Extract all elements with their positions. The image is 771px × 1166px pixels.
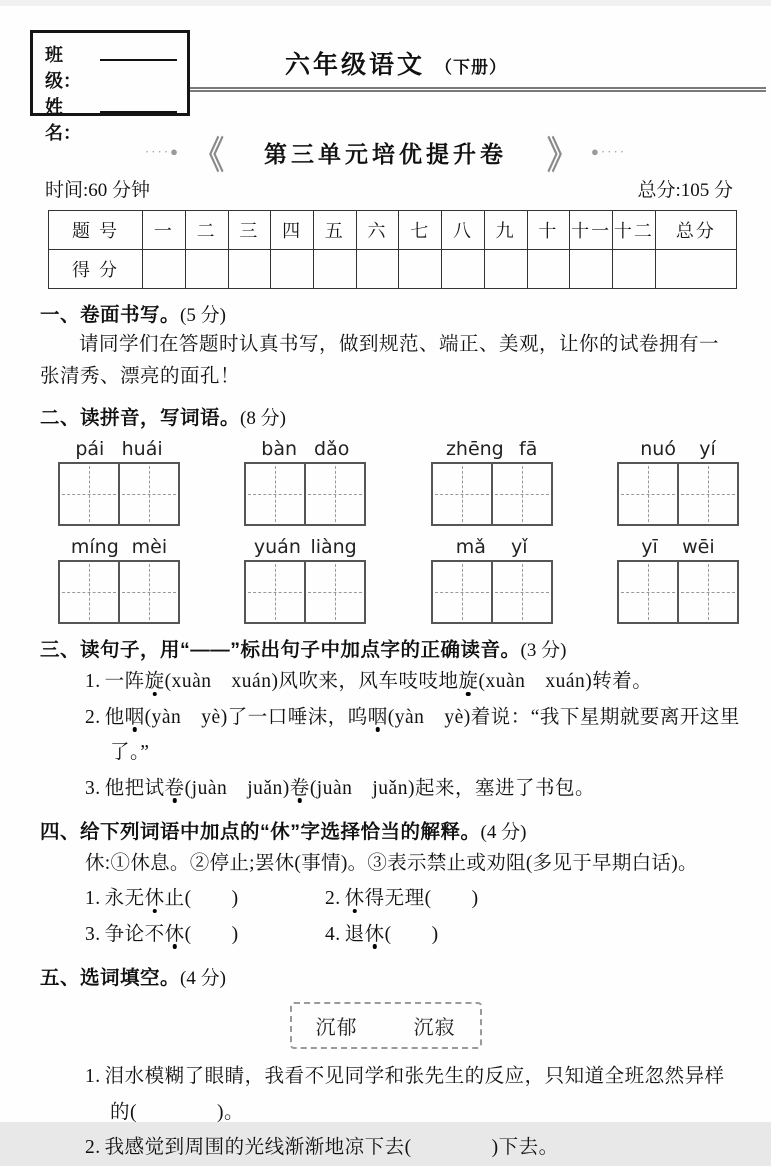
ornament-bracket-left-icon: 《 (194, 135, 224, 177)
section-2-points: (8 分) (240, 408, 286, 430)
ornament-dots-right-icon: ●···· (591, 144, 627, 159)
name-blank-line (100, 95, 177, 113)
col-6: 六 (356, 211, 399, 250)
score-cell-empty (399, 250, 442, 289)
score-cell-empty (484, 250, 527, 289)
question-item: 4. 退休( ) (325, 923, 439, 945)
score-cell-empty (570, 250, 613, 289)
score-table-header-row (49, 211, 737, 250)
score-cell-empty (442, 250, 485, 289)
writing-cell (60, 464, 118, 524)
total-column-label: 总分 (655, 211, 736, 250)
pinyin-group (617, 536, 739, 624)
question-item: 3. 争论不休( ) (85, 923, 239, 945)
definition-line: 休:①休息。②停止;罢休(事情)。③表示禁止或劝阻(多见于早期白话)。 (85, 853, 698, 875)
score-cell-empty (185, 250, 228, 289)
question-number-label: 题 号 (49, 211, 143, 250)
writing-cell (619, 562, 677, 622)
col-9: 九 (484, 211, 527, 250)
paper-title: 第三单元培优提升卷 (264, 140, 507, 167)
col-1: 一 (143, 211, 186, 250)
pinyin-label: yuán liàng (253, 536, 357, 559)
question-item: 1. 永无休止( ) (85, 888, 239, 910)
writing-cell (60, 562, 118, 622)
word-bank (290, 1002, 482, 1049)
writing-cell (118, 562, 178, 622)
pinyin-group (244, 438, 366, 526)
writing-cell (433, 464, 491, 524)
writing-cell (246, 464, 304, 524)
section-4-heading: 四、给下列词语中加点的“休”字选择恰当的解释。(4 分) (40, 821, 527, 844)
book-title-area (190, 48, 766, 92)
writing-box (244, 462, 366, 526)
pinyin-group (58, 438, 180, 526)
class-label: 班级： (45, 45, 81, 91)
score-table (48, 210, 737, 289)
writing-cell (491, 562, 551, 622)
pinyin-label: yī wēi (641, 536, 715, 559)
section-1-body: 请同学们在答题时认真书写，做到规范、端正、美观，让你的试卷拥有一张清秀、漂亮的面孔！ (40, 334, 720, 387)
word-bank-word: 沉寂 (413, 1017, 456, 1040)
pinyin-label: zhēng fā (445, 438, 538, 461)
class-blank-line (100, 43, 177, 61)
score-cell-empty (356, 250, 399, 289)
pinyin-label: pái huái (75, 438, 163, 461)
ornament-dots-left-icon: ····● (144, 144, 180, 159)
score-cell-empty (527, 250, 570, 289)
writing-cell (677, 562, 737, 622)
writing-box (617, 462, 739, 526)
section-4-points: (4 分) (480, 822, 527, 844)
student-info-box (30, 30, 190, 143)
writing-cell (304, 562, 364, 622)
section-3-heading: 三、读句子，用“——”标出句子中加点字的正确读音。(3 分) (40, 639, 567, 662)
section-5-heading: 五、选词填空。(4 分) (40, 967, 226, 990)
name-label: 姓名： (45, 97, 81, 143)
col-2: 二 (185, 211, 228, 250)
pinyin-row-1 (0, 432, 771, 526)
section-2-heading: 二、读拼音，写词语。(8 分) (40, 407, 286, 430)
writing-box (431, 560, 553, 624)
question-item: 2. 我感觉到周围的光线渐渐地凉下去( )下去。 (85, 1137, 559, 1159)
score-cell-empty (143, 250, 186, 289)
pinyin-group (244, 536, 366, 624)
paper-meta-row (45, 175, 733, 202)
question-item: 2. 他咽(yàn yè)了一口唾沫，呜咽(yàn yè)着说：“我下星期就要离开这里了。” (85, 706, 740, 764)
writing-box (617, 560, 739, 624)
writing-cell (118, 464, 178, 524)
col-8: 八 (442, 211, 485, 250)
question-item: 3. 他把试卷(juàn juǎn)卷(juàn juǎn)起来，塞进了书包。 (85, 777, 595, 799)
pinyin-label: mǎ yǐ (455, 536, 528, 559)
section-4-items (85, 881, 771, 952)
col-12: 十二 (612, 211, 655, 250)
pinyin-row-2 (0, 526, 771, 624)
score-cell-empty (228, 250, 271, 289)
section-3-points: (3 分) (520, 640, 567, 662)
writing-box (58, 560, 180, 624)
paper-header (0, 0, 771, 206)
pinyin-group (431, 536, 553, 624)
score-cell-empty (655, 250, 736, 289)
score-cell-empty (271, 250, 314, 289)
score-cell-empty (612, 250, 655, 289)
writing-cell (246, 562, 304, 622)
paper-title-row (0, 130, 771, 177)
writing-cell (304, 464, 364, 524)
ornament-bracket-right-icon: 》 (547, 135, 577, 177)
total-score-label: 总分:105 分 (637, 180, 733, 201)
writing-cell (433, 562, 491, 622)
col-5: 五 (313, 211, 356, 250)
time-label: 时间:60 分钟 (45, 180, 151, 201)
writing-cell (491, 464, 551, 524)
writing-box (244, 560, 366, 624)
section-1-heading: 一、卷面书写。(5 分) (40, 304, 226, 326)
pinyin-group (58, 536, 180, 624)
col-4: 四 (271, 211, 314, 250)
book-title: 六年级语文 （下册） (285, 51, 507, 79)
volume-label: （下册） (434, 58, 507, 77)
question-item: 2. 休得无理( ) (325, 888, 479, 910)
writing-box (431, 462, 553, 526)
word-bank-word: 沉郁 (315, 1017, 358, 1040)
title-double-rule (190, 87, 766, 92)
col-3: 三 (228, 211, 271, 250)
class-field (45, 41, 177, 93)
word-bank-wrap (0, 1002, 771, 1049)
score-cell-empty (313, 250, 356, 289)
pinyin-group (431, 438, 553, 526)
col-10: 十 (527, 211, 570, 250)
section-5-points: (4 分) (180, 968, 226, 990)
question-item: 1. 一阵旋(xuàn xuán)风吹来，风车吱吱地旋(xuàn xuán)转着。 (85, 671, 653, 693)
pinyin-label: nuó yí (640, 438, 716, 461)
pinyin-label: míng mèi (70, 536, 168, 559)
score-table-score-row (49, 250, 737, 289)
score-label: 得 分 (49, 250, 143, 289)
writing-box (58, 462, 180, 526)
writing-cell (677, 464, 737, 524)
pinyin-label: bàn dǎo (261, 438, 350, 461)
pinyin-group (617, 438, 739, 526)
col-7: 七 (399, 211, 442, 250)
section-1-points: (5 分) (180, 305, 226, 326)
col-11: 十一 (570, 211, 613, 250)
writing-cell (619, 464, 677, 524)
question-item: 1. 泪水模糊了眼睛，我看不见同学和张先生的反应，只知道全班忽然异样的( )。 (85, 1066, 725, 1123)
